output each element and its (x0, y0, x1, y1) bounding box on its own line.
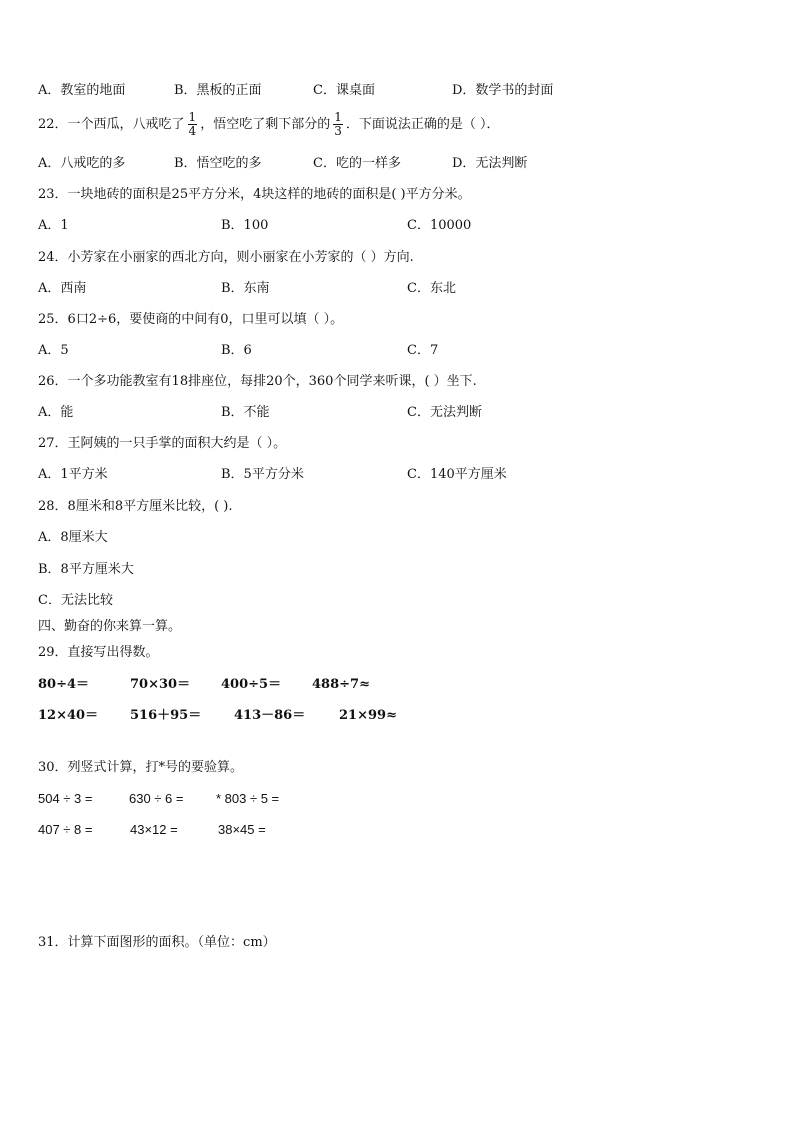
q23-option-c[interactable]: C．10000 (407, 218, 472, 233)
q29-item: 80÷4＝ (38, 677, 90, 692)
q30-item: 504 ÷ 3 = (38, 791, 93, 806)
q23-question: 23．一块地砖的面积是25平方分米，4块这样的地砖的面积是( )平方分米。 (38, 187, 471, 202)
q26-option-b[interactable]: B．不能 (221, 405, 270, 420)
q26-question: 26．一个多功能教室有18排座位，每排20个，360个同学来听课，( ）坐下. (38, 374, 477, 389)
q25-option-b[interactable]: B．6 (221, 343, 252, 358)
q22-option-a[interactable]: A．八戒吃的多 (38, 156, 126, 171)
q31-question: 31．计算下面图形的面积。（单位：cm） (38, 935, 276, 950)
q30-item: * 803 ÷ 5 = (216, 791, 280, 806)
q24-option-c[interactable]: C．东北 (407, 281, 456, 296)
q29-item: 400÷5＝ (221, 677, 282, 692)
q23-option-a[interactable]: A．1 (38, 218, 69, 233)
q22-option-b[interactable]: B．悟空吃的多 (174, 156, 262, 171)
q22-option-c[interactable]: C．吃的一样多 (313, 156, 401, 171)
q21-option-c[interactable]: C．课桌面 (313, 83, 375, 98)
section-4-heading: 四、勤奋的你来算一算。 (38, 619, 182, 634)
q28-option-a[interactable]: A．8厘米大 (38, 530, 108, 545)
q27-question: 27．王阿姨的一只手掌的面积大约是（ ）。 (38, 436, 287, 451)
q27-option-b[interactable]: B．5平方分米 (221, 467, 304, 482)
q25-question: 25．6口2÷6，要使商的中间有0，口里可以填（ ）。 (38, 312, 344, 327)
q29-item: 413－86＝ (234, 708, 306, 723)
q30-item: 407 ÷ 8 = (38, 822, 93, 837)
q29-question: 29．直接写出得数。 (38, 645, 159, 660)
q30-item: 43×12 = (130, 822, 178, 837)
q30-question: 30．列竖式计算，打*号的要验算。 (38, 760, 244, 775)
q30-item: 38×45 = (218, 822, 266, 837)
q25-option-c[interactable]: C．7 (407, 343, 439, 358)
q24-question: 24．小芳家在小丽家的西北方向，则小丽家在小芳家的（ ）方向. (38, 250, 414, 265)
q29-item: 70×30＝ (130, 677, 191, 692)
q29-item: 516＋95＝ (130, 708, 202, 723)
q29-item: 21×99≈ (339, 708, 397, 723)
q26-option-c[interactable]: C．无法判断 (407, 405, 482, 420)
q23-option-b[interactable]: B．100 (221, 218, 269, 233)
q26-option-a[interactable]: A．能 (38, 405, 74, 420)
q29-item: 12×40＝ (38, 708, 99, 723)
q22-prefix: 22．一个西瓜，八戒吃了 (38, 117, 185, 132)
q21-option-b[interactable]: B．黑板的正面 (174, 83, 262, 98)
q22-fraction-one-quarter: $\frac{1}{4}$ (188, 110, 197, 138)
q22-fraction-one-third: $\frac{1}{3}$ (334, 110, 342, 138)
q29-item: 488÷7≈ (312, 677, 370, 692)
q21-option-d[interactable]: D．数学书的封面 (452, 83, 554, 98)
q30-item: 630 ÷ 6 = (129, 791, 184, 806)
q21-option-a[interactable]: A．教室的地面 (38, 83, 126, 98)
q24-option-a[interactable]: A．西南 (38, 281, 87, 296)
q24-option-b[interactable]: B．东南 (221, 281, 270, 296)
q27-option-c[interactable]: C．140平方厘米 (407, 467, 507, 482)
q28-option-b[interactable]: B．8平方厘米大 (38, 562, 134, 577)
q25-option-a[interactable]: A．5 (38, 343, 69, 358)
q28-question: 28．8厘米和8平方厘米比较，( ). (38, 499, 233, 514)
q22-middle: ，悟空吃了剩下部分的 (200, 117, 331, 132)
q27-option-a[interactable]: A．1平方米 (38, 467, 108, 482)
q22-option-d[interactable]: D．无法判断 (452, 156, 528, 171)
q28-option-c[interactable]: C．无法比较 (38, 593, 113, 608)
q22-suffix: ．下面说法正确的是（ ）． (345, 117, 500, 132)
q22-question (38, 110, 499, 144)
